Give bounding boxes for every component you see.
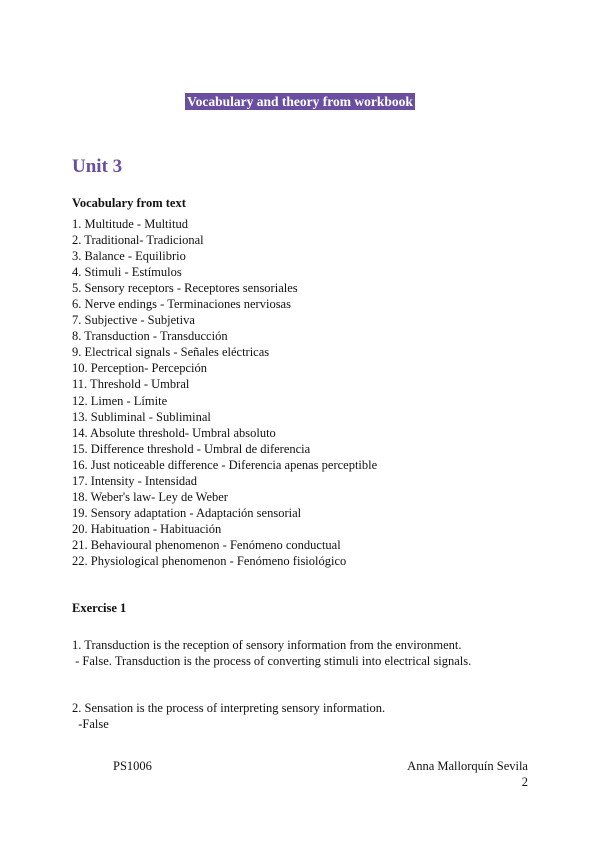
footer-author: Anna Mallorquín Sevila: [407, 759, 528, 773]
vocabulary-item: 20. Habituation - Habituación: [72, 521, 222, 536]
vocabulary-item: 13. Subliminal - Subliminal: [72, 409, 211, 424]
vocabulary-item: 18. Weber's law- Ley de Weber: [72, 489, 228, 504]
title-container: [0, 93, 600, 111]
vocabulary-item: 14. Absolute threshold- Umbral absoluto: [72, 425, 276, 440]
exercise-question: 1. Transduction is the reception of sensory information from the environment.: [72, 638, 462, 652]
vocabulary-item: 17. Intensity - Intensidad: [72, 473, 197, 488]
vocabulary-item: 21. Behavioural phenomenon - Fenómeno conductual: [72, 537, 341, 552]
footer-course-code: PS1006: [113, 759, 152, 773]
vocabulary-item: 4. Stimuli - Estímulos: [72, 265, 182, 280]
vocabulary-item: 9. Electrical signals - Señales eléctricas: [72, 345, 270, 360]
page-number: 2: [521, 775, 528, 789]
document-title: Vocabulary and theory from workbook: [187, 94, 413, 109]
vocabulary-heading: Vocabulary from text: [72, 196, 186, 210]
vocabulary-item: 8. Transduction - Transducción: [72, 329, 228, 344]
vocabulary-item: 12. Limen - Límite: [72, 393, 168, 408]
vocabulary-item: 2. Traditional- Tradicional: [72, 233, 204, 248]
unit-heading: Unit 3: [72, 156, 123, 177]
vocabulary-item: 1. Multitude - Multitud: [72, 217, 188, 231]
vocabulary-item: 7. Subjective - Subjetiva: [72, 313, 195, 328]
vocabulary-item: 3. Balance - Equilibrio: [72, 249, 186, 264]
vocabulary-item: 10. Perception- Percepción: [72, 361, 208, 376]
vocabulary-list: [72, 216, 377, 569]
vocabulary-item: 11. Threshold - Umbral: [72, 377, 190, 392]
exercise-answer: - False. Transduction is the process of converting stimuli into electrical signals.: [72, 654, 472, 668]
vocabulary-item: 15. Difference threshold - Umbral de diferencia: [72, 441, 311, 456]
vocabulary-item: 6. Nerve endings - Terminaciones nerviosas: [72, 297, 291, 312]
vocabulary-item: 5. Sensory receptors - Receptores sensoriales: [72, 281, 298, 296]
vocabulary-item: 16. Just noticeable difference - Diferencia apenas perceptible: [72, 457, 378, 472]
vocabulary-item: 19. Sensory adaptation - Adaptación sensorial: [72, 505, 302, 520]
exercise-answer: -False: [72, 717, 109, 731]
exercise-heading: Exercise 1: [72, 601, 127, 615]
exercise-question: 2. Sensation is the process of interpreting sensory information.: [72, 701, 386, 715]
vocabulary-item: 22. Physiological phenomenon - Fenómeno fisiológico: [72, 553, 347, 568]
